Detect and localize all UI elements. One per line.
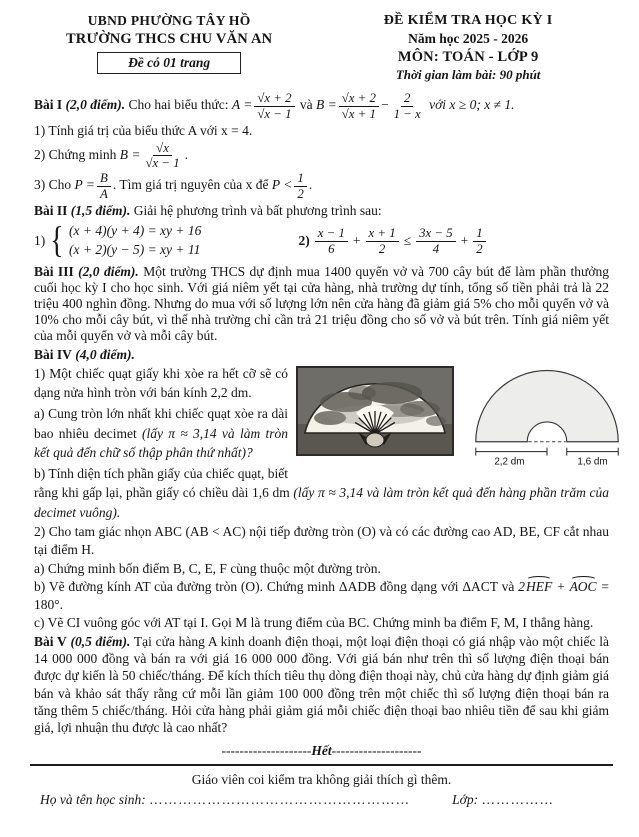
bai4-q2: 2) Cho tam giác nhọn ABC (AB < AC) nội tiếp đường tròn (O) và có các đường cao AD, BE, CF cắt nhau tại điểm H. <box>34 524 609 557</box>
bai3-paragraph <box>34 264 609 345</box>
dimension-label-left: 2,2 dm <box>494 456 525 468</box>
name-label: Họ và tên học sinh: <box>40 792 146 808</box>
exam-title: ĐỀ KIỂM TRA HỌC KỲ I <box>383 13 553 28</box>
bai2-points: (1,5 điểm). <box>70 203 131 219</box>
bai4-q1a: a) Cung tròn lớn nhất khi chiếc quạt xòe ra dài bao nhiêu decimet (lấy π ≈ 3,14 và làm tròn kết quả đến chữ số thập phân thứ nhất)? <box>34 406 288 461</box>
bai1-q3-fraction1: $\frac{B}{A}$ <box>97 171 111 201</box>
bai1-q2: 2) Chứng minh B = $\frac{√x}{√x - 1}$ . <box>34 140 188 171</box>
het-line <box>34 742 609 760</box>
bai5-paragraph <box>34 633 609 737</box>
supervisor-note: Giáo viên coi kiểm tra không giải thích gì thêm. <box>191 771 452 787</box>
het-dashes-left: -------------------- <box>221 743 312 759</box>
bai4-q1: 1) Một chiếc quạt giấy khi xòe ra hết cỡ sẽ có dạng nửa hình tròn với bán kính 2,2 dm. <box>34 365 288 401</box>
bai4-part2 <box>34 523 609 631</box>
section-bai4 <box>34 346 609 632</box>
bai5-label: Bài V <box>34 633 67 649</box>
bai2-intro: Giải hệ phương trình và bất phương trình sau: <box>133 203 382 219</box>
dimension-label-right: 1,6 dm <box>577 456 608 468</box>
bai5-points: (0,5 điểm). <box>70 633 131 649</box>
student-name-line <box>34 791 609 809</box>
brace-symbol: { <box>50 219 64 261</box>
system-equations <box>69 222 201 260</box>
bai4-label: Bài IV <box>34 346 72 362</box>
bai2-problems-row <box>34 219 609 261</box>
bai3-text: Một trường THCS dự định mua 1400 quyển vở và 700 cây bút để làm phần thưởng cuối học kỳ I cho học sinh. Với giá niêm yết tại cửa hàng, nhà trường dự tính, tổng số tiền phải trả là 22 triệu 400 nghìn đồng. Nhưng do mua với số lượng lớn nên cửa hàng đã giảm giá 5% cho mỗi quyển vở và 10% cho mỗi cây bút, vì thế nhà trường chỉ cần trả 21 triệu đồng cho số vở và bút trên. Tính giá niêm yết của mỗi quyển vở và mỗi cây bút. <box>34 263 609 344</box>
bai1-intro: Cho hai biểu thức: <box>128 97 229 113</box>
angle-HEF: HEF <box>525 579 553 595</box>
exam-info-block <box>327 12 609 83</box>
bai4-q1b-italic: (lấy π ≈ 3,14 và làm tròn kết quả đến hàng phần trăm của decimet vuông). <box>34 485 609 520</box>
het-label: Hết <box>311 743 332 759</box>
name-dots: ……………………………………………… <box>149 792 411 808</box>
system-eq2: (x + 2)(y − 5) = xy + 11 <box>69 242 201 258</box>
authority-name: UBND PHƯỜNG TÂY HỒ <box>87 13 251 28</box>
bai1-q3: 3) Cho P = $\frac{B}{A}$ . Tìm giá trị nguyên của x để P < $\frac{1}{2}$ . <box>34 171 313 201</box>
bai4-points: (4,0 điểm). <box>75 346 135 362</box>
bai2-q1-label: 1) <box>34 233 46 249</box>
section-bai3 <box>34 264 609 345</box>
class-dots: …………… <box>481 792 554 808</box>
formula-B-lhs: B = <box>316 97 337 113</box>
bai3-points: (2,0 điểm). <box>78 263 139 279</box>
page-count-box: Đề có 01 trang <box>97 52 241 74</box>
bai4-q2b: b) Vẽ đường kính AT của đường tròn (O). Chứng minh ΔADB đồng dạng với ΔACT và 2HEF + AOC = 180°. <box>34 579 610 612</box>
subject-grade: MÔN: TOÁN - LỚP 9 <box>397 48 539 65</box>
school-name: TRƯỜNG THCS CHU VĂN AN <box>65 30 273 47</box>
bai1-condition: với x ≥ 0; x ≠ 1. <box>429 97 515 113</box>
bai4-q2a: a) Chứng minh bốn điểm B, C, E, F cùng thuộc một đường tròn. <box>34 560 381 576</box>
exam-header <box>34 12 609 83</box>
section-bai5 <box>34 633 609 737</box>
duration: Thời gian làm bài: 90 phút <box>395 66 541 82</box>
bai4-q2c: c) Vẽ CI vuông góc với AT tại I. Gọi M là trung điểm của BC. Chứng minh ba điểm F, M, I thẳng hàng. <box>34 615 594 631</box>
minus-sign: − <box>380 97 389 113</box>
school-block <box>34 12 304 83</box>
bai1-intro-line <box>34 91 609 121</box>
section-bai1 <box>34 91 609 201</box>
fan-photo-image <box>296 366 454 456</box>
angle-AOC: AOC <box>569 579 597 595</box>
footer-rule <box>30 764 613 766</box>
bai2-inequality: 2) $\frac{x - 1}{6}$ + $\frac{x + 1}{2}$ ≤ $\frac{3x - 5}{4}$ + $\frac{1}{2}$ <box>299 226 610 256</box>
bai5-text: Tại cửa hàng A kinh doanh điện thoại, một loại điện thoại có giá nhập vào một chiếc là 14 000 000 đồng và bán ra với giá 16 000 000 đồng. Với giá bán như trên thì số lượng điện thoại bán được dự kiến là 50 chiếc/tháng. Để kích thích tiêu thụ dòng điện thoại này, chủ cửa hàng dự định giảm giá bán và khảo sát thấy rằng cứ mỗi lần giảm 100 000 đồng trên một chiếc thì số lượng điện thoại bán ra tăng thêm 5 chiếc/tháng. Hỏi cửa hàng phải giảm giá mỗi chiếc điện thoại bao nhiêu tiền để sau khi giảm giá, lợi nhuận thu được là cao nhất? <box>34 633 609 736</box>
bai2-q2-label: 2) <box>298 233 310 249</box>
bai4-figures <box>296 366 637 470</box>
bai2-system <box>34 219 299 261</box>
bai4-q1a-italic: (lấy π ≈ 3,14 và làm tròn kết quả đến chữ số thập phân thứ nhất)? <box>34 425 288 461</box>
fan-diagram-image <box>457 366 637 470</box>
bai1-label: Bài I <box>34 97 63 113</box>
class-label: Lớp: <box>452 792 479 808</box>
formula-A-fraction: $\frac{√x + 2}{√x - 1}$ <box>254 91 294 121</box>
bai1-points: (2,0 điểm). <box>65 97 126 113</box>
het-dashes-right: -------------------- <box>331 743 422 759</box>
bai1-q1: 1) Tính giá trị của biểu thức A với x = 4. <box>34 123 253 139</box>
bai1-q3-fraction2: $\frac{1}{2}$ <box>294 171 306 201</box>
and-word: và <box>299 97 313 113</box>
bai3-label: Bài III <box>34 263 74 279</box>
bai2-intro-line <box>34 202 609 220</box>
formula-B-fraction1: $\frac{√x + 2}{√x + 1}$ <box>339 91 379 121</box>
bai4-heading <box>34 346 609 363</box>
formula-B-fraction2: $\frac{2}{1 - x}$ <box>393 91 421 121</box>
bai2-label: Bài II <box>34 203 68 219</box>
school-year: Năm học 2025 - 2026 <box>408 31 529 47</box>
bai1-q2-fraction: $\frac{√x}{√x - 1}$ <box>145 140 180 171</box>
system-eq1: (x + 4)(y + 4) = xy + 16 <box>69 223 202 239</box>
formula-A-lhs: A = <box>231 97 253 113</box>
section-bai2 <box>34 202 609 261</box>
bai4-q1b: b) Tính diện tích phần giấy của chiếc quạt, biết rằng khi gấp lại, phần giấy có chiều dài 1,6 dm (lấy π ≈ 3,14 và làm tròn kết quả đến hàng phần trăm của decimet vuông). <box>34 465 609 520</box>
